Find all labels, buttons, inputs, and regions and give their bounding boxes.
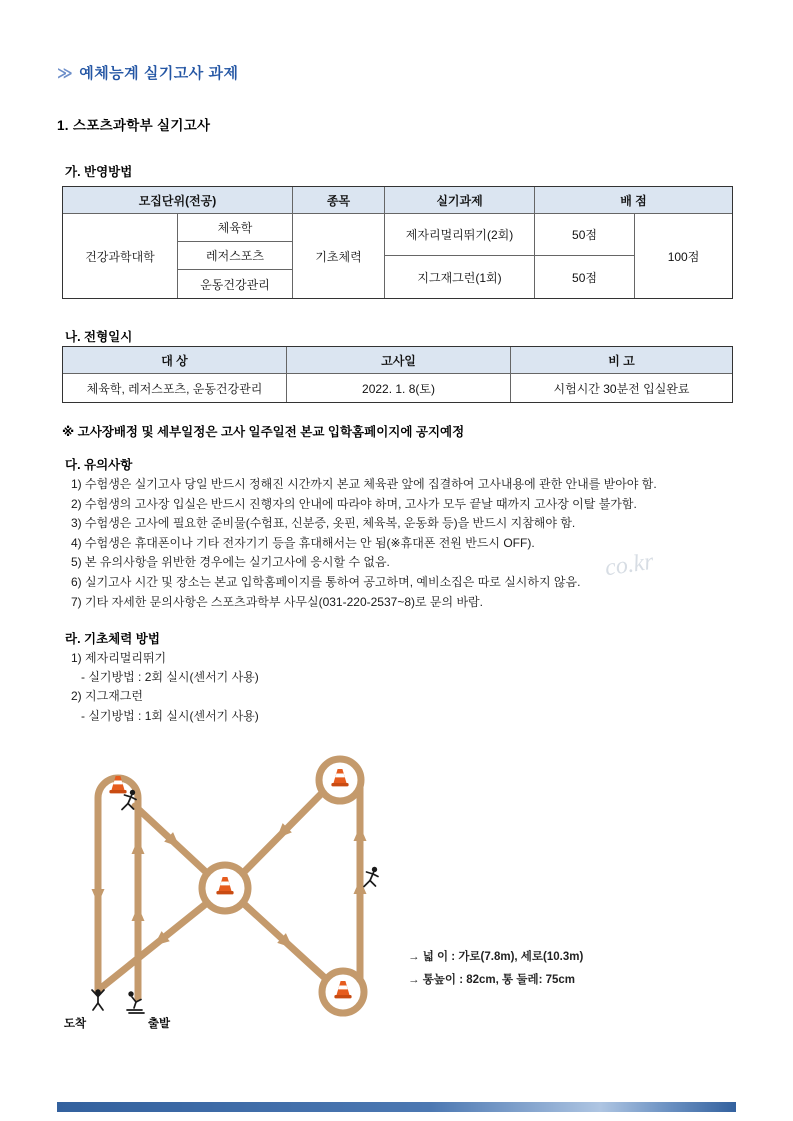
precaution-item: 2) 수험생의 고사장 입실은 반드시 진행자의 안내에 따라야 하며, 고사가 모두 끝날 때까지 고사장 이탈 불가함.: [71, 496, 637, 511]
basic-method-list: [71, 649, 259, 726]
cone-icon: [331, 769, 348, 786]
date-cell: 2022. 1. 8(토): [287, 374, 511, 402]
course-path: [98, 759, 364, 1013]
precaution-item: 7) 기타 자세한 문의사항은 스포츠과학부 사무실(031-220-2537~8)로 문의 바람.: [71, 594, 483, 609]
label-reflection-method: 가. 반영방법: [65, 165, 133, 179]
remark-cell: 시험시간 30분전 입실완료: [511, 374, 732, 402]
start-label: 출발: [147, 1018, 171, 1030]
precaution-item: 3) 수험생은 고사에 필요한 준비물(수험표, 신분증, 옷핀, 체육복, 운동화 등)을 반드시 지참해야 함.: [71, 516, 576, 531]
method-line: - 실기방법 : 2회 실시(센서기 사용): [81, 670, 259, 685]
major-cell: 레저스포츠: [178, 242, 293, 270]
col-header-remark: 비 고: [511, 347, 732, 374]
reflection-table: [62, 186, 733, 299]
col-header-task: 실기과제: [385, 187, 535, 214]
precaution-item: 1) 수험생은 실기고사 당일 반드시 정해진 시간까지 본교 체육관 앞에 집결하여 고사내용에 관한 안내를 받아야 함.: [71, 477, 657, 491]
schedule-notice: ※ 고사장배정 및 세부일정은 고사 일주일전 본교 입학홈페이지에 공지예정: [62, 425, 465, 439]
page-title: [57, 62, 238, 83]
watermark: co.kr: [603, 548, 656, 582]
cone-icon: [334, 981, 351, 998]
task-cell: 제자리멀리뛰기(2회): [385, 214, 535, 256]
college-cell: 건강과학대학: [63, 214, 178, 298]
course-dimensions: [408, 946, 583, 992]
dimension-note: → 넓 이 : 가로(7.8m), 세로(10.3m): [408, 951, 584, 963]
col-header-date: 고사일: [287, 347, 511, 374]
col-header-unit: 모집단위(전공): [63, 187, 293, 214]
col-header-target: 대 상: [63, 347, 287, 374]
section-title: 1. 스포츠과학부 실기고사: [57, 118, 211, 133]
precaution-item: 5) 본 유의사항을 위반한 경우에는 실기고사에 응시할 수 없음.: [71, 555, 390, 570]
schedule-table: [62, 346, 733, 403]
zigzag-course-diagram: [55, 740, 455, 1035]
major-cell: 체육학: [178, 214, 293, 242]
label-basic-method: 라. 기초체력 방법: [65, 632, 160, 646]
footer-bar: [57, 1102, 736, 1112]
major-cell: 운동건강관리: [178, 270, 293, 298]
precaution-item: 4) 수험생은 휴대폰이나 기타 전자기기 등을 휴대해서는 안 됨(※휴대폰 전원 반드시 OFF).: [71, 535, 535, 550]
task-cell: 지그재그런(1회): [385, 256, 535, 298]
dimension-note: → 통높이 : 82cm, 통 둘레: 75cm: [408, 974, 576, 986]
finish-figure-icon: [92, 989, 104, 1010]
target-cell: 체육학, 레저스포츠, 운동건강관리: [63, 374, 287, 402]
finish-label: 도착: [63, 1018, 87, 1030]
method-line: 2) 지그재그런: [71, 689, 143, 704]
label-precautions: 다. 유의사항: [65, 458, 133, 472]
chevron-icon: ≫: [57, 65, 74, 82]
label-schedule: 나. 전형일시: [65, 330, 133, 344]
method-line: 1) 제자리멀리뛰기: [71, 651, 167, 665]
runner-icon: [364, 867, 378, 887]
task-score-cell: 50점: [535, 214, 635, 256]
page-title-text: 예체능계 실기고사 과제: [79, 65, 239, 82]
task-score-cell: 50점: [535, 256, 635, 298]
event-cell: 기초체력: [293, 214, 385, 298]
total-score-cell: 100점: [635, 214, 732, 298]
col-header-score: 배 점: [535, 187, 732, 214]
method-line: - 실기방법 : 1회 실시(센서기 사용): [81, 708, 259, 723]
col-header-event: 종목: [293, 187, 385, 214]
cone-icon: [216, 877, 233, 894]
precaution-item: 6) 실기고사 시간 및 장소는 본교 입학홈페이지를 통하여 공고하며, 예비소집은 따로 실시하지 않음.: [71, 574, 581, 589]
precaution-list: [71, 475, 657, 612]
